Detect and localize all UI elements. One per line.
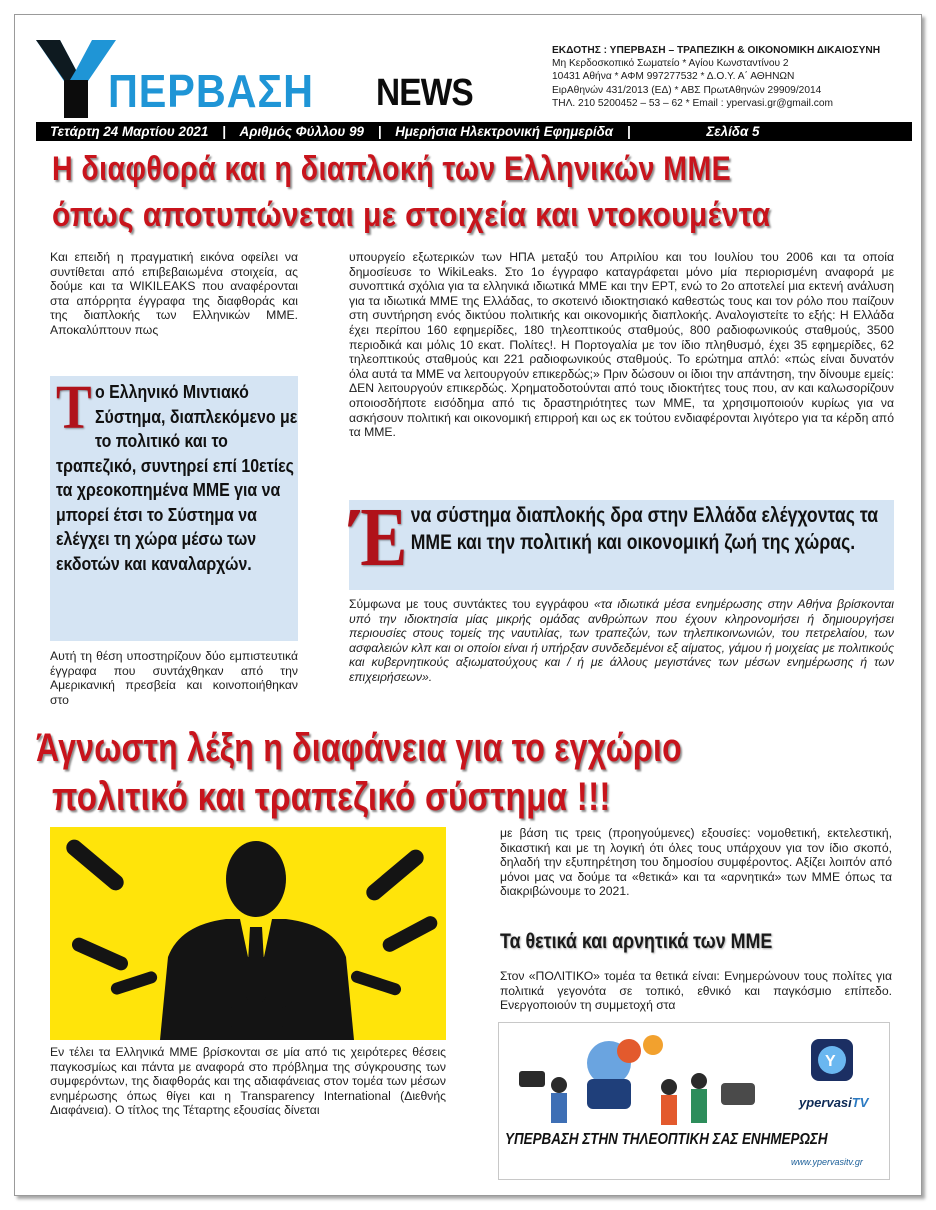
pull-quote-body: ο Ελληνικό Μιντιακό Σύστημα, διαπλεκόμενο με το πολιτικό και το τραπεζικό, συντηρεί επί 10ετίες τα χρεοκοπημένα ΜΜΕ για να μπορεί έτσι το Σύστημα να ελέγχει τη χώρα μέσω των εκδοτών και καναλαρχών. [56,381,298,574]
tv-crew-illustration-icon [499,1023,890,1133]
issue-separator: | [377,124,382,139]
svg-text:Y: Y [825,1053,836,1070]
article2-right-text: με βάση τις τρεις (προηγούμενες) εξουσίες: νομοθετική, εκτελεστική, δικαστική και με τη λογική ότι όλες τους υπάρχουν για τον ίδιο σκοπό, δηλαδή την εξυπηρέτηση του δημοσίου συμφέροντος. Αξίζει λοιπόν από μόνοι μας να δούμε τα «θετικά» και τα «αρνητικά» των ΜΜΕ όπως τα διακριβώνουμε το 2021. [500,826,892,899]
publisher-line: 10431 Αθήνα * ΑΦΜ 997277532 * Δ.Ο.Υ. Α΄ ΑΘΗΝΩΝ [552,71,795,83]
quote-lead: Σύμφωνα με τους συντάκτες του εγγράφου [349,597,594,611]
logo-wordmark: ΠΕΡΒΑΣΗ [108,65,314,117]
dropcap: Έ [351,491,408,584]
issue-separator: | [626,124,631,139]
article1-left-continued: Αυτή τη θέση υποστηρίζουν δύο εμπιστευτικά έγγραφα που συντάχθηκαν από την Αμερικανική πρεσβεία και κοινοποιήθηκαν στο [50,649,298,707]
article2-left-text: Εν τέλει τα Ελληνικά ΜΜΕ βρίσκονται σε μία από τις χειρότερες θέσεις παγκοσμίως και πάντα με αναφορά στο πρόβλημα της σύγκρουσης των συμφερόντων, της διαφθοράς και της αδιαφάνειας στον τομέα των μέσων ενημέρωσης όπως θίγει και η Transparency International (Διεθνής Διαφάνεια). Ο τίτλος της Τέταρτης εξουσίας δίνεται [50,1045,446,1118]
article1-right-column: υπουργείο εξωτερικών των ΗΠΑ μεταξύ του Απριλίου και του Ιουλίου του 2006 και τα οποία δημοσίευσε το WikiLeaks. Στο 1ο έγγραφο καταγράφεται μόνο μία περιορισμένη αναφορά με συνοπτικά σχόλια για τα ελληνικά ιδιωτικά ΜΜΕ και την ΕΡΤ, ενώ το 2ο αποτελεί μια εκτενή ανάλυση για τα ιδιωτικά ΜΜΕ της Ελλάδας, το σκοτεινό ιδιοκτησιακό καθεστώς τους και τον ρόλο που παίζουν στη συντήρηση ενός δικτύου πολιτικής και οικονομικής διαπλοκής. Αναλογιστείτε το εξής: Η Ελλάδα έχει περίπου 160 εφημερίδες, 180 τηλεοπτικούς σταθμούς, 800 ραδιοφωνικούς σταθμούς, 3500 περιοδικά και μόλις 10 εκατ. Πολίτες!. Η Πορτογαλία με τον ίδιο πληθυσμό, έχει 35 εφημερίδες, 62 τηλεοπτικούς σταθμούς και 221 ραδιοφωνικούς σταθμούς. Το ερώτημα απλό: «πώς είναι δυνατόν όλα αυτά τα ΜΜΕ να λειτουργούν επικερδώς;» Πριν δώσουν οι ίδιοι την απάντηση, την δίνουμε εμείς: ΔΕΝ λειτουργούν επικερδώς. Χρηματοδοτούνται από τους ιδιοκτήτες τους που, αν και καλωσορίζουν οποιοσδήποτε εισόδημα από τις δραστηριότητες των ΜΜΕ, τα χρησιμοποιούν κυρίως για να ασκήσουν πολιτική και οικονομική επιρροή και ως εκ τούτου ενδιαφέρονται λιγότερο για τα κέρδη από τα ΜΜΕ. [349,250,894,440]
pull-quote-left [50,376,298,641]
quote-italic: «τα ιδιωτικά μέσα ενημέρωσης στην Αθήνα βρίσκονται υπό την ιδιοκτησία μίας μικρής ομάδας ανθρώπων που έχουν κληρονομήσει ή δημιουργήσει περιουσίες στους τομείς της ναυτιλίας, των τραπεζών, των τηλεπικοινωνιών, του πετρελαίου, των ασφαλειών κλπ και οι οποίοι είναι ή υπήρξαν συνδεδεμένοι εξ αίματος, γάμου ή μοιχείας με πολιτικούς και κυβερνητικούς αξιωματούχους και / ή με άλλους μεγιστάνες των μέσων ενημέρωσης ή των επιχειρήσεων». [349,597,894,684]
dropcap: Τ [56,374,92,442]
banner-brand [799,1095,868,1110]
issue-separator: | [222,124,226,139]
banner-brand-tv: TV [851,1095,869,1110]
pull-quote-right [349,491,894,590]
publisher-info [552,44,912,110]
publisher-line: ΕΚΔΟΤΗΣ : ΥΠΕΡΒΑΣΗ – ΤΡΑΠΕΖΙΚΗ & ΟΙΚΟΝΟΜΙΚΗ ΔΙΚΑΙΟΣΥΝΗ [552,45,881,56]
pull-quote-right-text [351,491,889,584]
publisher-line: ΕιρΑθηνών 431/2013 (ΕΔ) * ΑΒΣ ΠρωτΑθηνών 29909/2014 [552,84,822,96]
pull-quote-left-text [56,374,299,576]
logo-y-mark-icon [36,40,116,118]
article1-intro: Και επειδή η πραγματική εικόνα οφείλει να συντίθεται από επιβεβαιωμένα στοιχεία, ας δούμε και τα WIKILEAKS που αναφέρονται στα απόρρητα έγγραφα της διαφθοράς και της διαπλοκής των Ελληνικών ΜΜΕ. Αποκαλύπτουν πως [50,250,298,337]
banner-brand-main: ypervasi [799,1095,852,1110]
banner-url[interactable]: www.ypervasitv.gr [791,1157,863,1167]
newspaper-logo [36,38,491,118]
article1-quote [349,597,894,685]
issue-number: Αριθμός Φύλλου 99 [239,124,364,139]
ypervasi-tv-banner[interactable] [498,1022,890,1180]
article2-headline-line1: Άγνωστη λέξη η διαφάνεια για το εγχώριο [36,726,682,770]
article1-headline-line2: όπως αποτυπώνεται με στοιχεία και ντοκουμέντα [52,196,771,234]
article1-headline-line1: Η διαφθορά και η διαπλοκή των Ελληνικών ΜΜΕ [52,150,732,188]
issue-type: Ημερήσια Ηλεκτρονική Εφημερίδα [395,124,614,139]
article2-subhead: Τα θετικά και αρνητικά των ΜΜΕ [500,930,773,953]
issue-date: Τετάρτη 24 Μαρτίου 2021 [50,124,209,139]
publisher-line: Μη Κερδοσκοπικό Σωματείο * Αγίου Κωνσταντίνου 2 [552,58,789,70]
publisher-line: ΤΗΛ. 210 5200452 – 53 – 62 * Email : ypervasi.gr@gmail.com [552,97,834,109]
issue-page: Σελίδα 5 [706,124,760,139]
press-conference-photo [50,827,446,1040]
pull-quote-body: να σύστημα διαπλοκής δρα στην Ελλάδα ελέγχοντας τα ΜΜΕ και την πολιτική και οικονομική ζωή της χώρας. [410,504,879,554]
logo-news: NEWS [376,72,473,114]
press-silhouette-icon [50,827,446,1040]
article2-headline-line2: πολιτικό και τραπεζικό σύστημα !!! [52,775,611,819]
article2-subhead-text: Στον «ΠΟΛΙΤΙΚΟ» τομέα τα θετικά είναι: Ενημερώνουν τους πολίτες για πολιτικά γεγονότα σε τοπικό, εθνικό και παγκόσμιο επίπεδο. Ενεργοποιούν τη συμμετοχή στα [500,969,892,1013]
banner-title: ΥΠΕΡΒΑΣΗ ΣΤΗΝ ΤΗΛΕΟΠΤΙΚΗ ΣΑΣ ΕΝΗΜΕΡΩΣΗ [505,1131,828,1148]
issue-bar [36,122,912,141]
